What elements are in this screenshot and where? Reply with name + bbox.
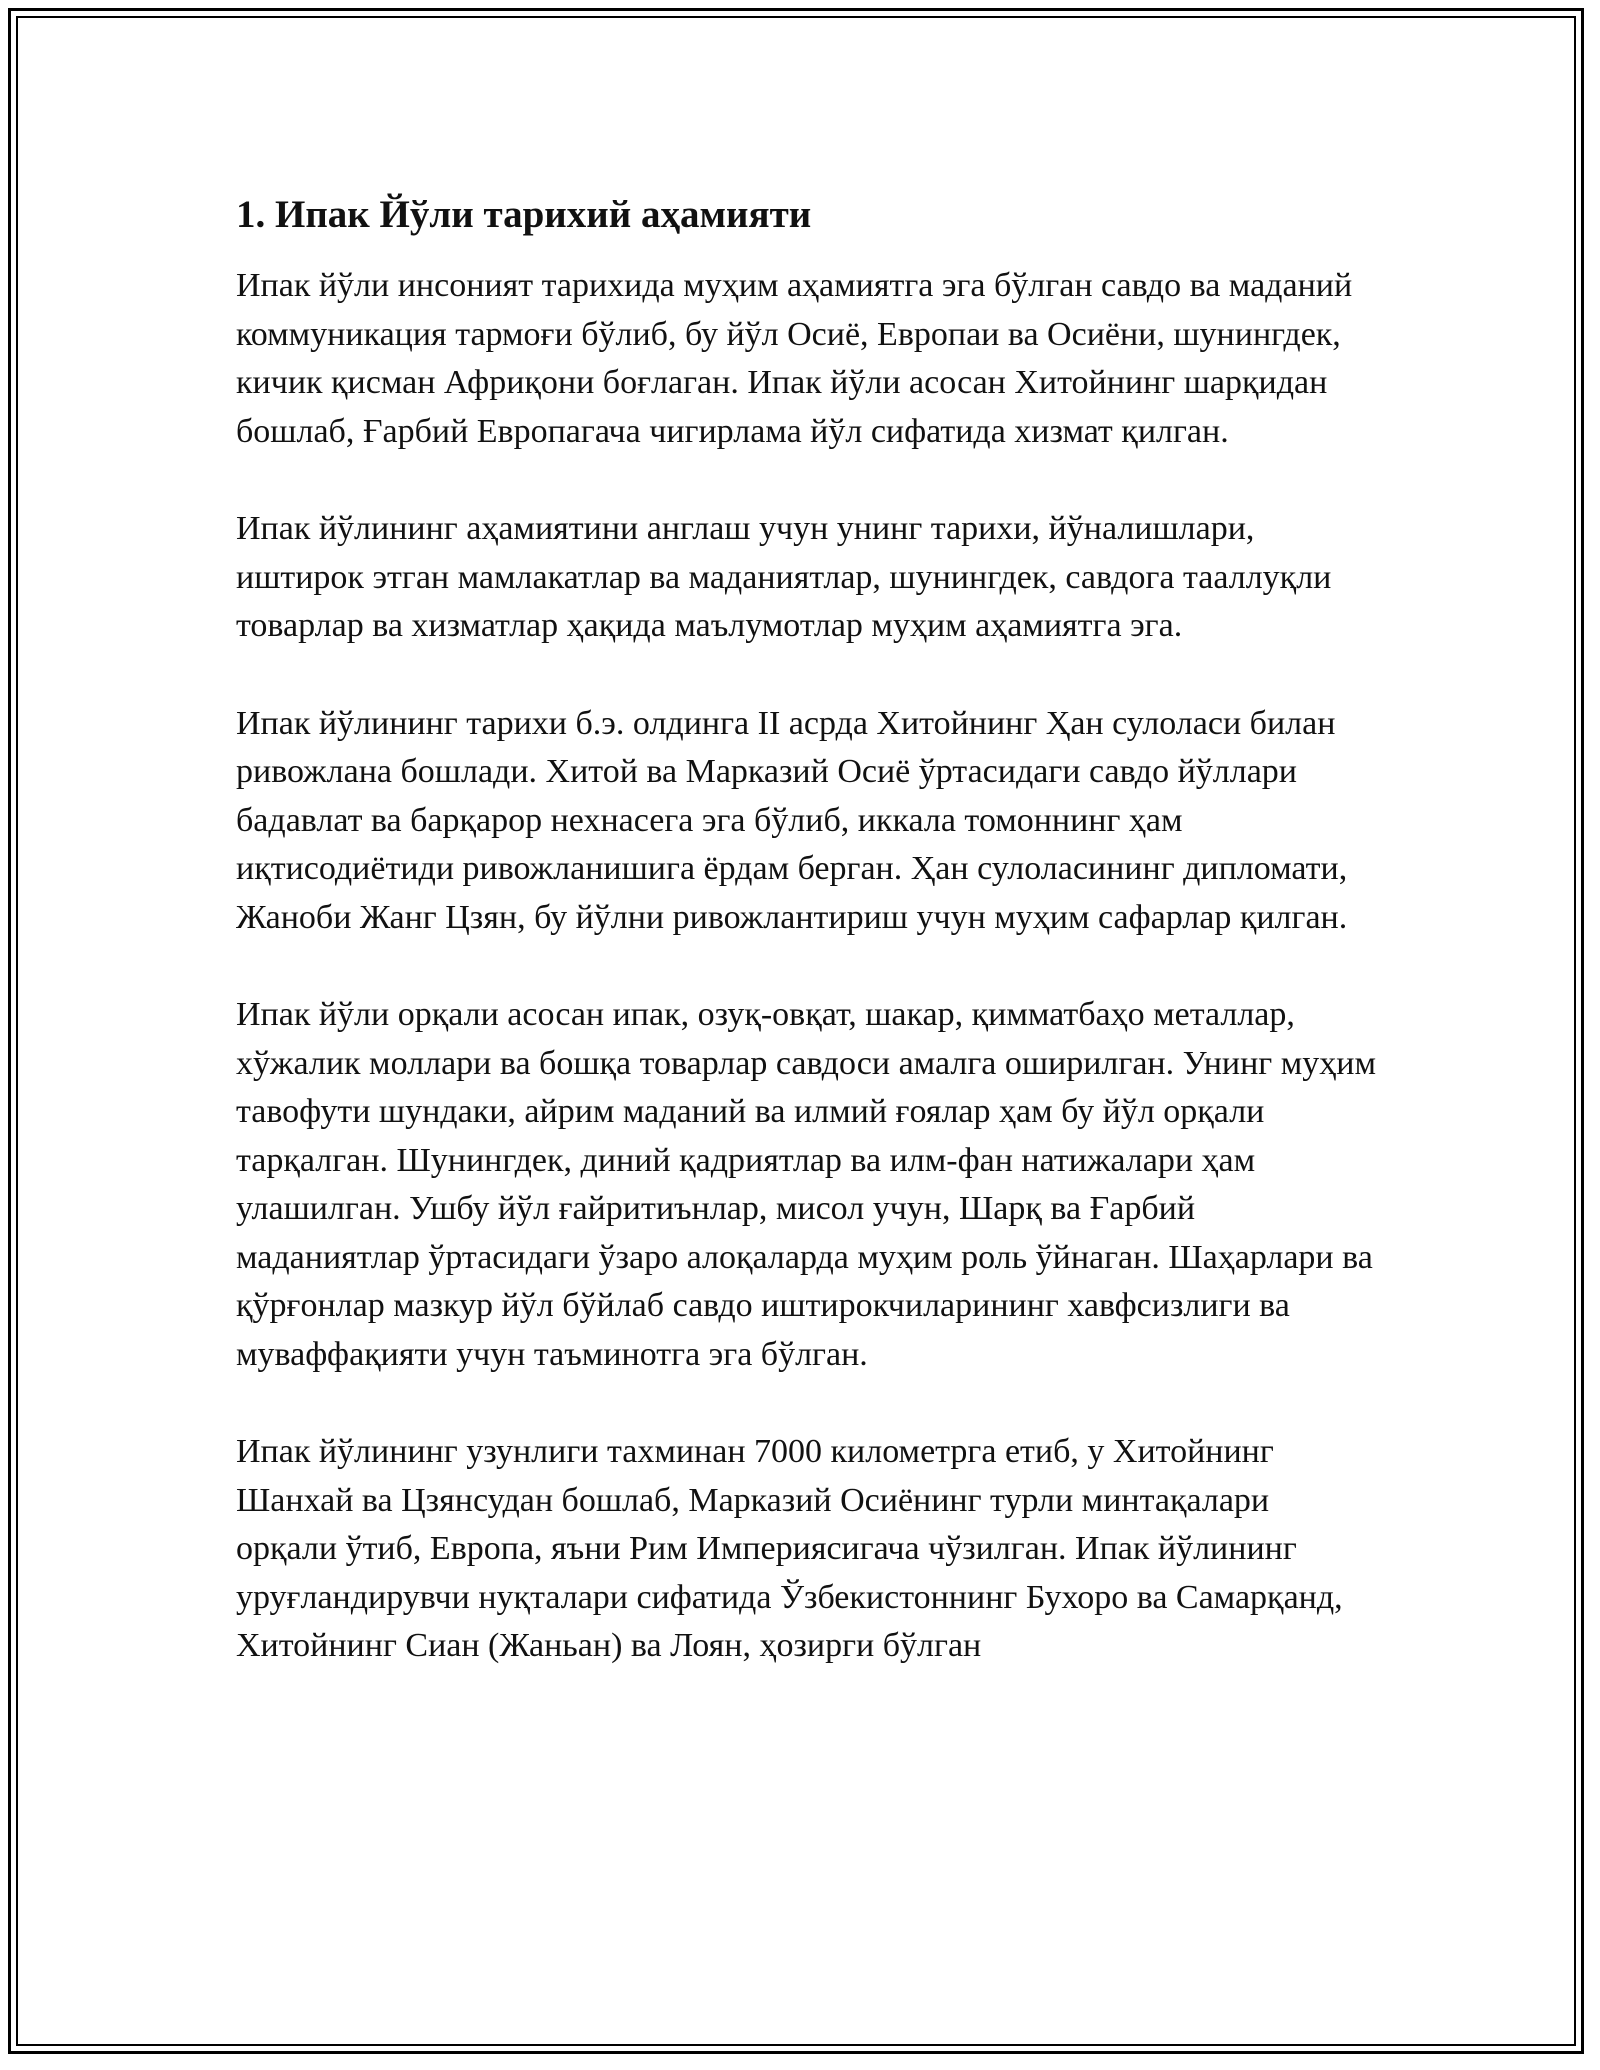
paragraph-5: Ипак йўлининг узунлиги тахминан 7000 километрга етиб, у Хитойнинг Шанхай ва Цзянсудан бошлаб, Марказий Осиёнинг турли минтақалари орқали ўтиб, Европа, яъни Рим Империясигача чўзилган. Ипак йўлининг уруғландирувчи нуқталари сифатида Ўзбекистоннинг Бухоро ва Самарқанд, Хитойнинг Сиан (Жаньан) ва Лоян, ҳозирги бўлган <box>236 1433 1343 1664</box>
paragraph-3: Ипак йўлининг тарихи б.э. олдинга II асрда Хитойнинг Ҳан сулоласи билан ривожлана бошлади. Хитой ва Марказий Осиё ўртасидаги савдо йўллари бадавлат ва барқарор нехнасега эга бўлиб, иккала томоннинг ҳам иқтисодиётиди ривожланишига ёрдам берган. Ҳан сулоласининг дипломати, Жаноби Жанг Цзян, бу йўлни ривожлантириш учун муҳим сафарлар қилган. <box>236 704 1348 936</box>
paragraph-1: Ипак йўли инсоният тарихида муҳим аҳамиятга эга бўлган савдо ва маданий коммуникация тармоғи бўлиб, бу йўл Осиё, Европаи ва Осиёни, шунингдек, кичик қисман Африқони боғлаган. Ипак йўли асосан Хитойнинг шарқидан бошлаб, Ғарбий Европагача чигирлама йўл сифатида хизмат қилган. <box>236 267 1353 450</box>
paragraph-4: Ипак йўли орқали асосан ипак, озуқ-овқат, шакар, қимматбаҳо металлар, хўжалик моллари ва бошқа товарлар савдоси амалга оширилган. Унинг муҳим тавофути шундаки, айрим маданий ва илмий ғоялар ҳам бу йўл орқали тарқалган. Шунингдек, диний қадриятлар ва илм-фан натижалари ҳам улашилган. Ушбу йўл ғайритиънлар, мисол учун, Шарқ ва Ғарбий маданиятлар ўртасидаги ўзаро алоқаларда муҳим роль ўйнаган. Шаҳарлари ва қўрғонлар мазкур йўл бўйлаб савдо иштирокчиларининг хавфсизлиги ва муваффақияти учун таъминотга эга бўлган. <box>236 996 1376 1373</box>
document-body <box>236 190 1376 1720</box>
section-heading: 1. Ипак Йўли тарихий аҳамияти <box>236 193 812 236</box>
paragraph-2: Ипак йўлининг аҳамиятини англаш учун унинг тарихи, йўналишлари, иштирок этган мамлакатлар ва маданиятлар, шунингдек, савдога тааллуқли товарлар ва хизматлар ҳақида маълумотлар муҳим аҳамиятга эга. <box>236 510 1332 644</box>
